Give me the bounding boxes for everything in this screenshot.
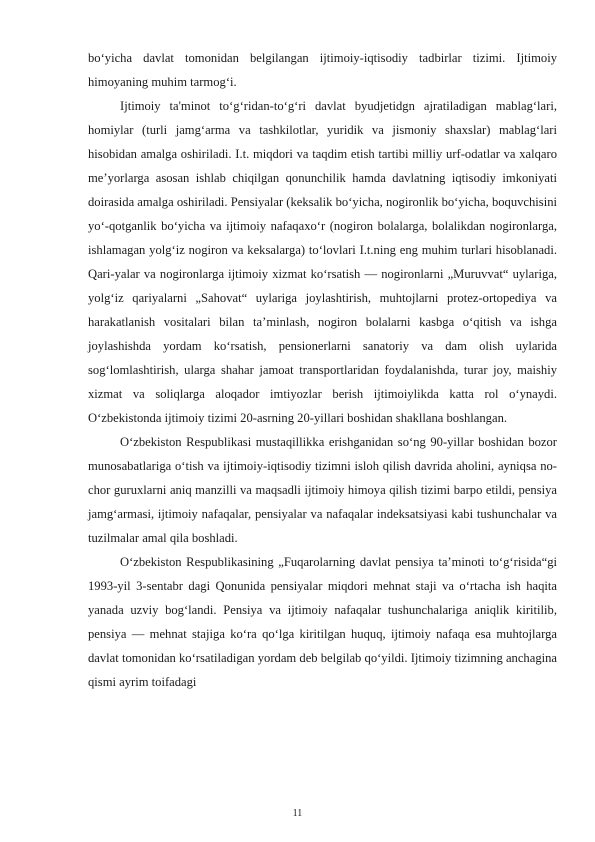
paragraph-2: Ijtimoiy ta'minot to‘g‘ridan-to‘g‘ri davlat byudjetidgn ajratiladigan mablag‘lari, homiylar (turli jamg‘arma va tashkilotlar, yuridik va jismoniy shaxslar) mablag‘lari hisobidan amalga oshiriladi. I.t. miqdori va taqdim etish tartibi milliy urf-odatlar va xalqaro me’yorlarga asosan ishlab chiqilgan qonunchilik hamda davlatning iqtisodiy imkoniyati doirasida amalga oshiriladi. Pensiyalar (keksalik bo‘yicha, nogironlik bo‘yicha, boquvchisini yo‘-qotganlik bo‘yicha va ijtimoiy nafaqaxo‘r (nogiron bolalarga, bolalikdan nogironlarga, ishlamagan yolg‘iz nogiron va keksalarga) to‘lovlari I.t.ning eng muhim turlari hisoblanadi. Qari-yalar va nogironlarga ijtimoiy xizmat ko‘rsatish — nogironlarni „Muruvvat“ uylariga, yolg‘iz qariyalarni „Sahovat“ uylariga joylashtirish, muhtojlarni protez-ortopediya va harakatlanish vositalari bilan ta’minlash, nogiron bolalarni kasbga o‘qitish va ishga joylashishda yordam ko‘rsatish, pensionerlarni sanatoriy va dam olish uylarida sog‘lomlashtirish, ularga shahar jamoat transportlaridan foydalanishda, turar joy, maishiy xizmat va soliqlarga aloqador imtiyozlar berish ijtimoiylikda katta rol o‘ynaydi. O‘zbekistonda ijtimoiy tizimi 20-asrning 20-yillari boshidan shakllana boshlangan. — [88, 99, 558, 425]
document-body — [88, 46, 557, 694]
paragraph-1: bo‘yicha davlat tomonidan belgilangan ijtimoiy-iqtisodiy tadbirlar tizimi. Ijtimoiy himoyaning muhim tarmog‘i. — [88, 51, 557, 89]
page-number: 11 — [292, 808, 303, 819]
paragraph-4: O‘zbekiston Respublikasining „Fuqarolarning davlat pensiya ta’minoti to‘g‘risida“gi 1993-yil 3-sentabr dagi Qonunida pensiyalar miqdori mehnat staji va o‘rtacha ish haqita yanada uzviy bog‘landi. Pensiya va ijtimoiy nafaqalar tushunchalariga aniqlik kiritilib, pensiya — mehnat stajiga ko‘ra qo‘lga kiritilgan huquq, ijtimoiy nafaqa esa muhtojlarga davlat tomonidan ko‘rsatiladigan yordam deb belgilab qo‘yildi. Ijtimoiy tizimning anchagina qismi ayrim toifadagi — [88, 555, 557, 689]
paragraph-3: O‘zbekiston Respublikasi mustaqillikka erishganidan so‘ng 90-yillar boshidan bozor munosabatlariga o‘tish va ijtimoiy-iqtisodiy tizimni isloh qilish davrida aholini, ayniqsa no-chor guruxlarni aniq manzilli va maqsadli ijtimoiy himoya qilish tizimi barpo etildi, pensiya jamg‘armasi, ijtimoiy nafaqalar, pensiyalar va nafaqalar indeksatsiyasi kabi tushunchalar va tuzilmalar amal qila boshladi. — [88, 435, 557, 545]
